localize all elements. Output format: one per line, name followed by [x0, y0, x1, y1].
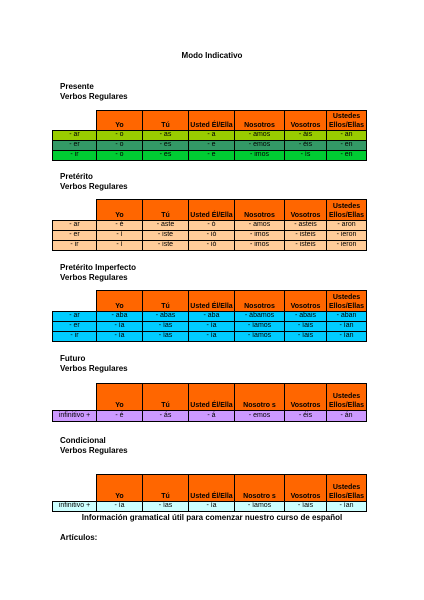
ending-cell: - as	[143, 131, 189, 141]
ending-cell: - asteis	[285, 221, 327, 231]
row-label: infinitivo +	[53, 502, 97, 512]
ending-cell: - isteis	[285, 231, 327, 241]
ending-cell: - aba	[189, 312, 235, 322]
table-row	[53, 151, 367, 161]
ending-cell: - é	[97, 411, 143, 422]
ending-cell: - ías	[143, 322, 189, 332]
ending-cell: - en	[327, 151, 367, 161]
section-subheading: Verbos Regulares	[60, 182, 128, 191]
row-label: infinitivo +	[53, 411, 97, 422]
ending-cell: - amos	[235, 221, 285, 231]
ending-cell: - ió	[189, 241, 235, 251]
ending-cell: - imos	[235, 241, 285, 251]
column-header: Tú	[143, 291, 189, 312]
column-header: Nosotros	[235, 111, 285, 131]
ending-cell: - iste	[143, 241, 189, 251]
ending-cell: - aron	[327, 221, 367, 231]
articulos-heading: Artículos:	[60, 533, 98, 542]
column-header: Usted Él/Ella	[189, 475, 235, 502]
ending-cell: - aban	[327, 312, 367, 322]
header-row	[53, 111, 367, 131]
ending-cell: - ieron	[327, 241, 367, 251]
footer-note: Información gramatical útil para comenzar nuestro curso de español	[81, 513, 343, 522]
column-header: Vosotros	[285, 291, 327, 312]
ending-cell: - ían	[327, 502, 367, 512]
ending-cell: - í	[97, 241, 143, 251]
ending-cell: - ábamos	[235, 312, 285, 322]
ending-cell: - aba	[97, 312, 143, 322]
ending-cell: - imos	[235, 231, 285, 241]
ending-cell: - é	[97, 221, 143, 231]
ending-cell: - ía	[189, 502, 235, 512]
conjugation-table	[52, 383, 367, 422]
ending-cell: - o	[97, 131, 143, 141]
table-row	[53, 141, 367, 151]
ending-cell: - iste	[143, 231, 189, 241]
ending-cell: - íais	[285, 502, 327, 512]
section-heading: Condicional	[60, 436, 106, 445]
row-label: - ir	[53, 151, 97, 161]
column-header: Yo	[97, 475, 143, 502]
ending-cell: - e	[189, 141, 235, 151]
row-label: - ar	[53, 312, 97, 322]
section-subheading: Verbos Regulares	[60, 364, 128, 373]
column-header: Yo	[97, 111, 143, 131]
header-row	[53, 475, 367, 502]
ending-cell: - emos	[235, 141, 285, 151]
section-subheading: Verbos Regulares	[60, 446, 128, 455]
ending-cell: - ás	[143, 411, 189, 422]
column-header: Nosotro s	[235, 384, 285, 411]
column-header: Tú	[143, 111, 189, 131]
row-label: - er	[53, 141, 97, 151]
conjugation-table	[52, 290, 367, 342]
ending-cell: - ía	[97, 332, 143, 342]
ending-cell: - ías	[143, 332, 189, 342]
column-header: Ustedes Ellos/Ellas	[327, 200, 367, 221]
ending-cell: - á	[189, 411, 235, 422]
column-header: Usted Él/Ella	[189, 291, 235, 312]
table-row	[53, 241, 367, 251]
column-header: Ustedes Ellos/Ellas	[327, 111, 367, 131]
ending-cell: - ían	[327, 332, 367, 342]
row-label: - ir	[53, 241, 97, 251]
column-header: Ustedes Ellos/Ellas	[327, 291, 367, 312]
column-header: Ustedes Ellos/Ellas	[327, 384, 367, 411]
ending-cell: - ieron	[327, 231, 367, 241]
header-blank	[53, 475, 97, 502]
column-header: Vosotros	[285, 475, 327, 502]
ending-cell: - ís	[285, 151, 327, 161]
ending-cell: - ía	[97, 322, 143, 332]
table-row	[53, 411, 367, 422]
ending-cell: - o	[97, 151, 143, 161]
table-row	[53, 221, 367, 231]
ending-cell: - en	[327, 141, 367, 151]
ending-cell: - a	[189, 131, 235, 141]
section-subheading: Verbos Regulares	[60, 273, 128, 282]
ending-cell: - íamos	[235, 502, 285, 512]
ending-cell: - aste	[143, 221, 189, 231]
column-header: Yo	[97, 384, 143, 411]
ending-cell: - í	[97, 231, 143, 241]
ending-cell: - ió	[189, 231, 235, 241]
table-row	[53, 332, 367, 342]
table-row	[53, 131, 367, 141]
ending-cell: - es	[143, 141, 189, 151]
column-header: Yo	[97, 291, 143, 312]
column-header: Vosotros	[285, 111, 327, 131]
header-row	[53, 200, 367, 221]
table-row	[53, 231, 367, 241]
section-heading: Pretérito Imperfecto	[60, 263, 137, 272]
ending-cell: - íais	[285, 322, 327, 332]
section-subheading: Verbos Regulares	[60, 92, 128, 101]
column-header: Usted Él/Ella	[189, 200, 235, 221]
ending-cell: - íamos	[235, 332, 285, 342]
column-header: Usted Él/Ella	[189, 111, 235, 131]
column-header: Ustedes Ellos/Ellas	[327, 475, 367, 502]
row-label: - er	[53, 322, 97, 332]
header-blank	[53, 384, 97, 411]
header-blank	[53, 200, 97, 221]
ending-cell: - imos	[235, 151, 285, 161]
column-header: Tú	[143, 200, 189, 221]
column-header: Vosotros	[285, 200, 327, 221]
column-header: Tú	[143, 475, 189, 502]
ending-cell: - án	[327, 411, 367, 422]
header-blank	[53, 111, 97, 131]
table-row	[53, 312, 367, 322]
ending-cell: - ía	[189, 322, 235, 332]
ending-cell: - éis	[285, 141, 327, 151]
header-row	[53, 291, 367, 312]
header-blank	[53, 291, 97, 312]
ending-cell: - ó	[189, 221, 235, 231]
header-row	[53, 384, 367, 411]
ending-cell: - abas	[143, 312, 189, 322]
row-label: - ar	[53, 221, 97, 231]
column-header: Yo	[97, 200, 143, 221]
table-row	[53, 322, 367, 332]
ending-cell: - ía	[189, 332, 235, 342]
ending-cell: - emos	[235, 411, 285, 422]
column-header: Vosotros	[285, 384, 327, 411]
column-header: Nosotro s	[235, 475, 285, 502]
table-row	[53, 502, 367, 512]
ending-cell: - an	[327, 131, 367, 141]
column-header: Usted Él/Ella	[189, 384, 235, 411]
ending-cell: - ías	[143, 502, 189, 512]
conjugation-table	[52, 110, 367, 161]
ending-cell: - áis	[285, 131, 327, 141]
ending-cell: - amos	[235, 131, 285, 141]
ending-cell: - es	[143, 151, 189, 161]
ending-cell: - íamos	[235, 322, 285, 332]
section-heading: Futuro	[60, 354, 86, 363]
row-label: - er	[53, 231, 97, 241]
ending-cell: - ían	[327, 322, 367, 332]
section-heading: Pretérito	[60, 172, 93, 181]
section-heading: Presente	[60, 82, 94, 91]
ending-cell: - e	[189, 151, 235, 161]
row-label: - ir	[53, 332, 97, 342]
ending-cell: - o	[97, 141, 143, 151]
ending-cell: - ía	[97, 502, 143, 512]
page-title: Modo Indicativo	[181, 51, 243, 60]
ending-cell: - íais	[285, 332, 327, 342]
column-header: Nosotros	[235, 291, 285, 312]
conjugation-table	[52, 474, 367, 512]
ending-cell: - abais	[285, 312, 327, 322]
column-header: Nosotros	[235, 200, 285, 221]
ending-cell: - isteis	[285, 241, 327, 251]
conjugation-table	[52, 199, 367, 251]
ending-cell: - éis	[285, 411, 327, 422]
column-header: Tú	[143, 384, 189, 411]
row-label: - ar	[53, 131, 97, 141]
